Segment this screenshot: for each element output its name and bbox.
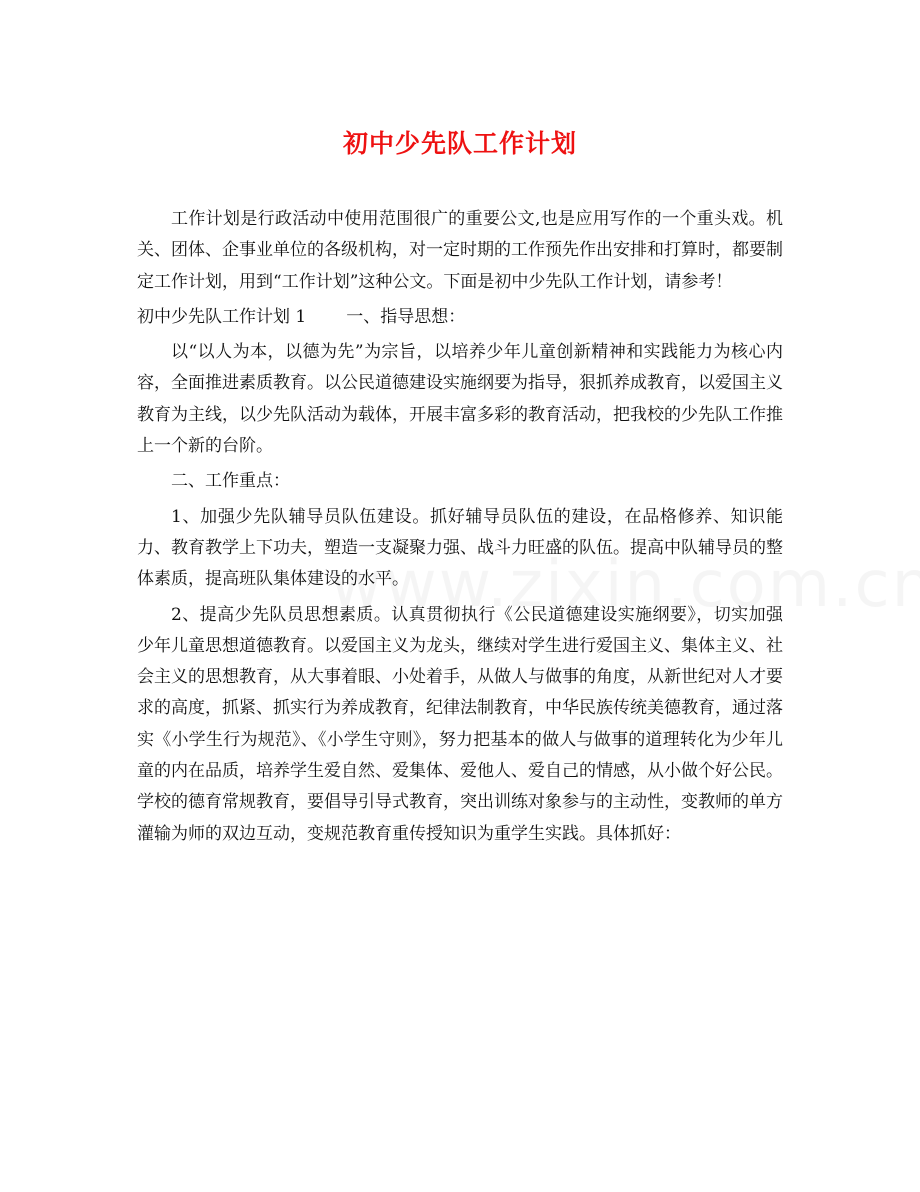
section-label: 初中少先队工作计划 1 (137, 306, 307, 327)
point1-paragraph: 1、加强少先队辅导员队伍建设。抓好辅导员队伍的建设，在品格修养、知识能力、教育教学上下功夫，塑造一支凝聚力强、战斗力旺盛的队伍。提高中队辅导员的整体素质，提高班队集体建设的水平。 (137, 506, 783, 590)
section1-paragraph: 以“以人为本，以德为先”为宗旨，以培养少年儿童创新精神和实践能力为核心内容，全面推进素质教育。以公民道德建设实施纲要为指导，狠抓养成教育，以爱国主义教育为主线，以少先队活动为载体，开展丰富多彩的教育活动，把我校的少先队工作推上一个新的台阶。 (137, 342, 783, 457)
section1-heading: 一、指导思想： (346, 306, 466, 327)
document-title: 初中少先队工作计划 (342, 129, 577, 158)
section2-heading: 二、工作重点： (171, 471, 290, 492)
point2-paragraph: 2、提高少先队员思想素质。认真贯彻执行《公民道德建设实施纲要》，切实加强少年儿童思想道德教育。以爱国主义为龙头，继续对学生进行爱国主义、集体主义、社会主义的思想教育，从大事着眼、小处着手，从做人与做事的角度，从新世纪对人才要求的高度，抓紧、抓实行为养成教育，纪律法制教育，中华民族传统美德教育，通过落实《小学生行为规范》、《小学生守则》，努力把基本的做人与做事的道理转化为少年儿童的内在品质，培养学生爱自然、爱集体、爱他人、爱自己的情感，从小做个好公民。学校的德育常规教育，要倡导引导式教育，突出训练对象参与的主动性，变教师的单方灌输为师的双边互动，变规范教育重传授知识为重学生实践。具体抓好： (137, 604, 783, 844)
intro-paragraph: 工作计划是行政活动中使用范围很广的重要公文,也是应用写作的一个重头戏。机关、团体、企事业单位的各级机构，对一定时期的工作预先作出安排和打算时，都要制定工作计划，用到“工作计划”这种公文。下面是初中少先队工作计划，请参考！ (137, 209, 783, 292)
document-body (137, 204, 783, 854)
section-heading-line (137, 302, 783, 333)
